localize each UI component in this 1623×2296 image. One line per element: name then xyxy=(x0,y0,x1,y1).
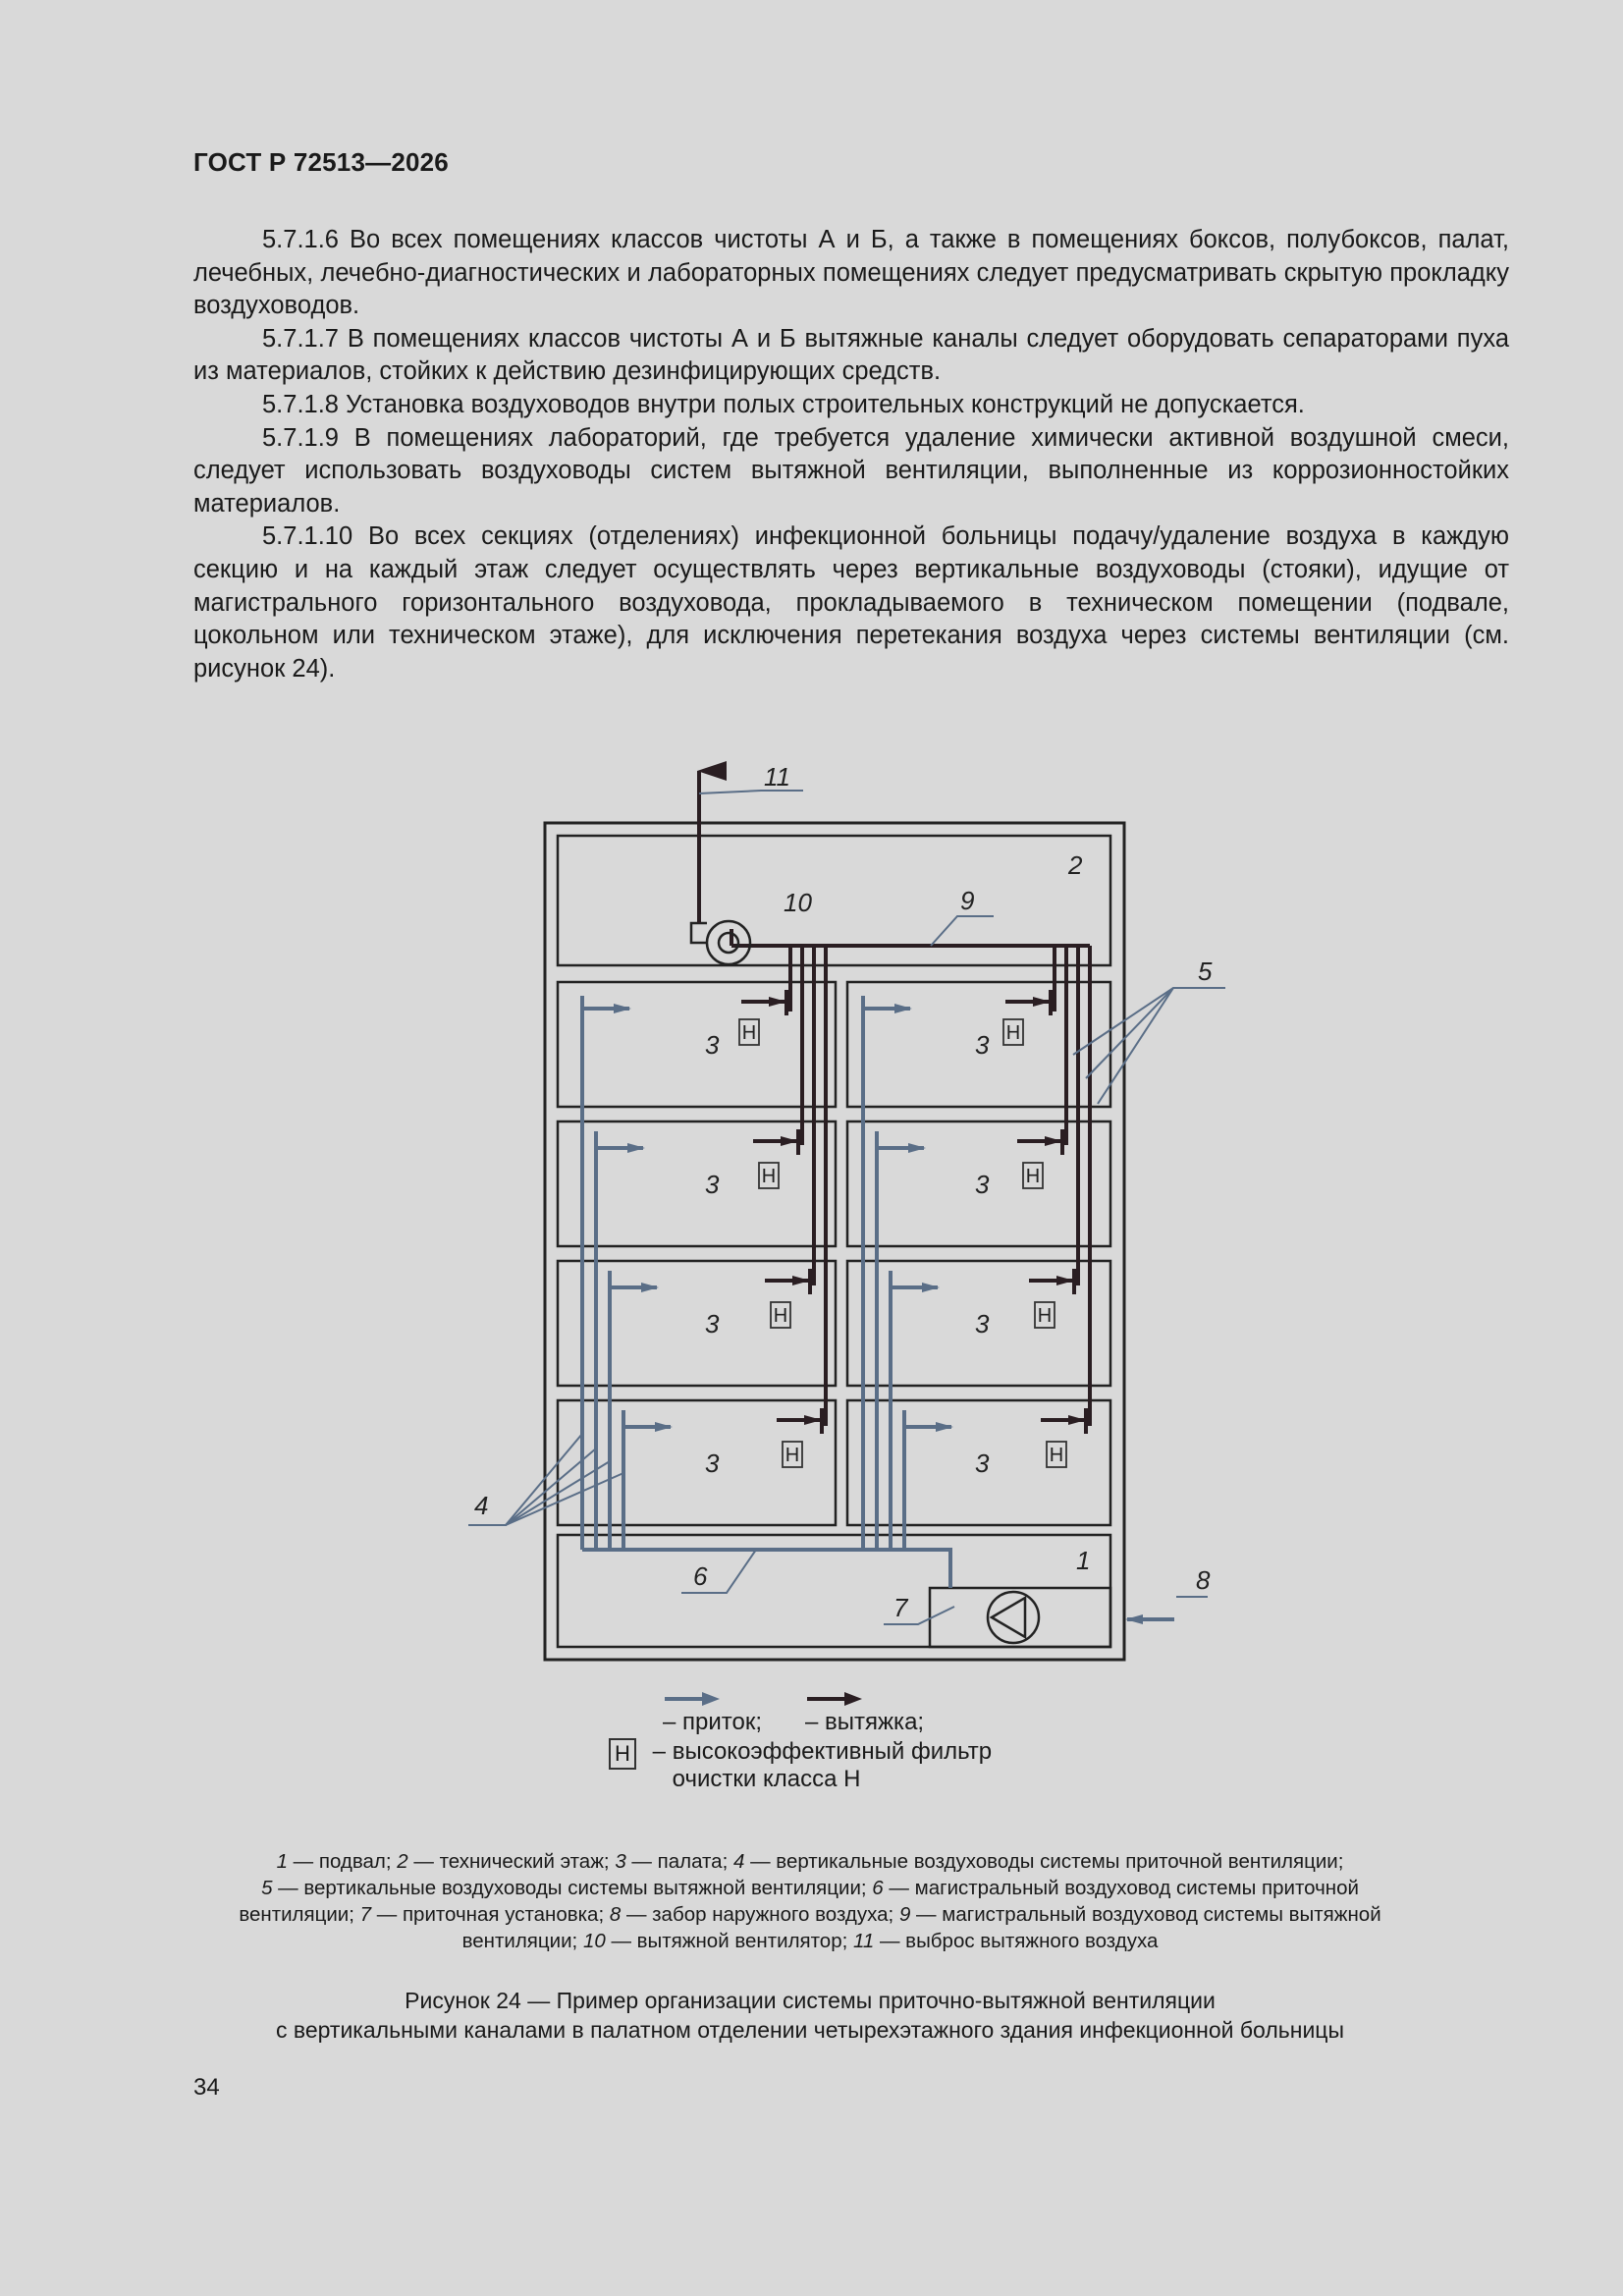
key-text: вентиляции; xyxy=(461,1930,583,1952)
filter-label: Н xyxy=(761,1166,777,1187)
page-number: 34 xyxy=(193,2074,220,2101)
key-number: 6 xyxy=(872,1877,884,1899)
filter-icon: Н xyxy=(609,1738,636,1770)
callout-5: 5 xyxy=(1198,957,1213,986)
supply-fan-symbol xyxy=(988,1592,1039,1643)
legend-filter-label xyxy=(653,1738,992,1793)
callout-11: 11 xyxy=(764,762,790,792)
supply-main-duct xyxy=(582,1550,950,1588)
supply-outlet xyxy=(623,1417,671,1437)
key-number: 5 xyxy=(261,1877,273,1899)
legend-filter-line1: – высокоэффективный фильтр xyxy=(652,1738,993,1765)
ward-room-label: 3 xyxy=(705,1030,720,1060)
key-text: — забор наружного воздуха; xyxy=(621,1903,899,1926)
key-text: — вертикальные воздуховоды системы вытяжной вентиляции; xyxy=(272,1877,873,1899)
figure-key-line xyxy=(221,1875,1399,1901)
key-text: — технический этаж; xyxy=(407,1850,616,1873)
key-number: 1 xyxy=(276,1850,288,1873)
ward-room-label: 3 xyxy=(705,1309,720,1339)
ward-room-label: 3 xyxy=(975,1449,990,1478)
body-text xyxy=(193,224,1509,685)
key-text: вентиляции; xyxy=(239,1903,360,1926)
document-header: ГОСТ Р 72513—2026 xyxy=(193,147,449,177)
key-number: 7 xyxy=(359,1903,372,1926)
ward-room xyxy=(558,982,836,1107)
callout-9: 9 xyxy=(960,886,975,915)
supply-outlet xyxy=(891,1278,938,1297)
key-number: 2 xyxy=(397,1850,408,1873)
key-text: — выброс вытяжного воздуха xyxy=(874,1930,1159,1952)
legend-exhaust xyxy=(805,1689,924,1736)
legend-filter-line2: очистки класса Н xyxy=(672,1766,861,1792)
callout-8: 8 xyxy=(1196,1565,1211,1595)
supply-outlet xyxy=(582,999,629,1018)
supply-outlet xyxy=(610,1278,657,1297)
callout-7: 7 xyxy=(893,1593,908,1622)
filter-label: Н xyxy=(1037,1305,1053,1327)
paragraph-5-7-1-8: 5.7.1.8 Установка воздуховодов внутри полых строительных конструкций не допускается. xyxy=(262,390,1305,418)
paragraph-5-7-1-9: 5.7.1.9 В помещениях лабораторий, где требуется удаление химически активной воздушной смеси, следует использовать воздуховоды систем вытяжной вентиляции, выполненные из коррозионностойких материалов. xyxy=(193,423,1509,518)
exhaust-arrow-icon xyxy=(805,1689,864,1709)
filter-label: Н xyxy=(741,1022,757,1044)
caption-line-1: Рисунок 24 — Пример организации системы приточно-вытяжной вентиляции xyxy=(405,1988,1216,2013)
figure-24 xyxy=(0,746,1623,1827)
supply-outlet xyxy=(863,999,910,1018)
ward-room-label: 3 xyxy=(705,1449,720,1478)
key-number: 11 xyxy=(853,1930,875,1952)
key-text: — приточная установка; xyxy=(371,1903,610,1926)
supply-outlet xyxy=(877,1138,924,1158)
figure-key-line xyxy=(221,1928,1399,1954)
key-number: 9 xyxy=(898,1903,911,1926)
key-text: — вытяжной вентилятор; xyxy=(605,1930,853,1952)
figure-key xyxy=(221,1848,1399,1954)
paragraph-5-7-1-10: 5.7.1.10 Во всех секциях (отделениях) инфекционной больницы подачу/удаление воздуха в каждую секцию и на каждый этаж следует осуществлять через вертикальные воздуховоды (стояки), идущие от магистрального горизонтального воздуховода, прокладываемого в техническом помещении (подвале, цокольном или техническом этаже), для исключения перетекания воздуха через системы вентиляции (см. рисунок 24). xyxy=(193,522,1509,683)
legend-exhaust-label: – вытяжка; xyxy=(805,1709,925,1735)
key-text: — палата; xyxy=(625,1850,733,1873)
caption-line-2: с вертикальными каналами в палатном отделении четырехэтажного здания инфекционной больницы xyxy=(276,2017,1344,2043)
paragraph-5-7-1-6: 5.7.1.6 Во всех помещениях классов чистоты А и Б, а также в помещениях боксов, полубоксов, палат, лечебных, лечебно-диагностических и лабораторных помещениях следует предусматривать скрытую прокладку воздуховодов. xyxy=(193,226,1509,320)
legend-filter xyxy=(609,1738,992,1793)
supply-arrow-icon xyxy=(663,1689,722,1709)
filter-label: Н xyxy=(1025,1166,1041,1187)
supply-outlet xyxy=(596,1138,643,1158)
callout-1: 1 xyxy=(1076,1546,1091,1575)
filter-label: Н xyxy=(1005,1022,1021,1044)
filter-label: Н xyxy=(1049,1445,1064,1466)
basement xyxy=(558,1535,1110,1647)
supply-unit-box xyxy=(930,1588,1110,1647)
supply-outlet xyxy=(904,1417,951,1437)
key-text: — магистральный воздуховод системы приточной xyxy=(883,1877,1359,1899)
ward-room-label: 3 xyxy=(975,1309,990,1339)
ventilation-diagram xyxy=(0,746,1623,1827)
ward-room-label: 3 xyxy=(975,1170,990,1199)
key-text: — подвал; xyxy=(287,1850,398,1873)
filter-label: Н xyxy=(773,1305,788,1327)
callout-6: 6 xyxy=(693,1561,708,1591)
figure-key-line xyxy=(221,1901,1399,1928)
key-number: 4 xyxy=(732,1850,745,1873)
key-text: — магистральный воздуховод системы вытяжной xyxy=(910,1903,1381,1926)
callout-2: 2 xyxy=(1068,850,1083,880)
ward-room-label: 3 xyxy=(705,1170,720,1199)
key-text: — вертикальные воздуховоды системы приточной вентиляции; xyxy=(744,1850,1344,1873)
key-number: 10 xyxy=(582,1930,606,1952)
callout-4: 4 xyxy=(474,1491,489,1520)
figure-caption xyxy=(221,1986,1399,2045)
ward-room-label: 3 xyxy=(975,1030,990,1060)
key-number: 3 xyxy=(615,1850,626,1873)
exhaust-fan xyxy=(691,921,750,964)
paragraph-5-7-1-7: 5.7.1.7 В помещениях классов чистоты А и Б вытяжные каналы следует оборудовать сепараторами пуха из материалов, стойких к действию дезинфицирующих средств. xyxy=(193,324,1509,386)
key-number: 8 xyxy=(609,1903,622,1926)
legend-supply-label: – приток; xyxy=(663,1709,763,1735)
legend-supply xyxy=(663,1689,762,1736)
filter-label: Н xyxy=(784,1445,800,1466)
figure-key-line xyxy=(221,1848,1399,1875)
callout-10: 10 xyxy=(784,888,812,917)
